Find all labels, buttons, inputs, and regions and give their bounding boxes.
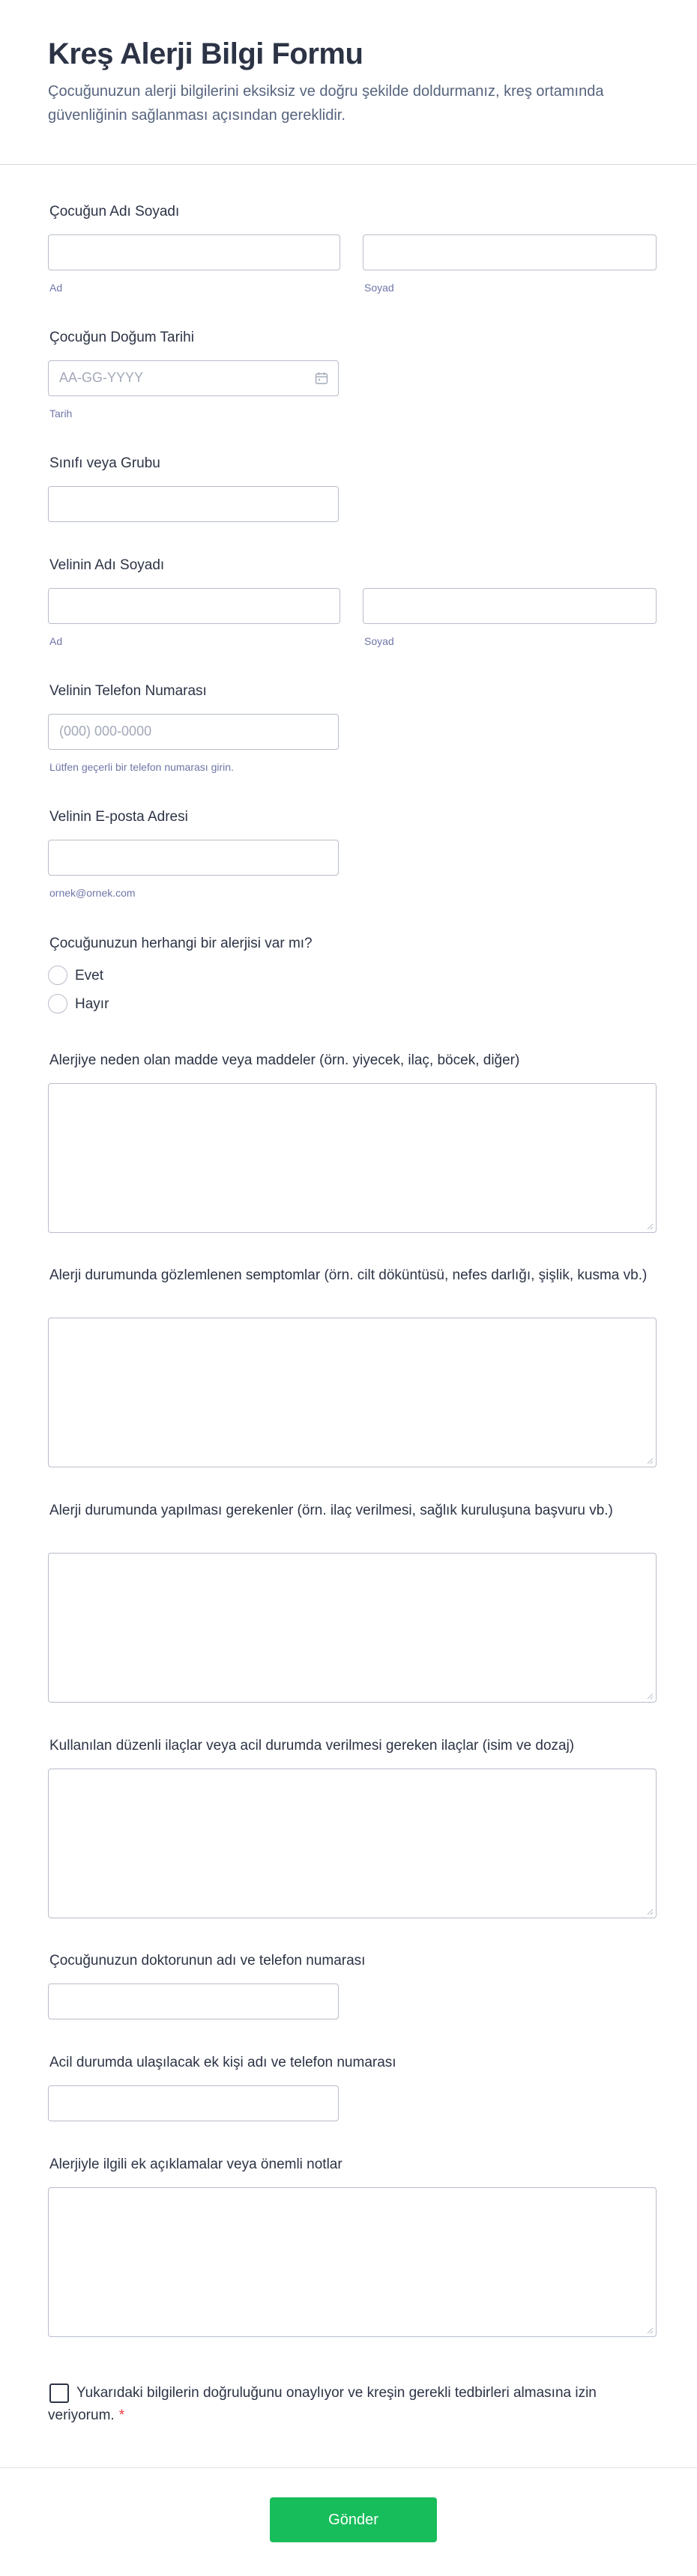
parent-phone-label: Velinin Telefon Numarası [49, 683, 207, 699]
parent-email-sublabel: ornek@ornek.com [49, 887, 136, 899]
actions-textarea[interactable] [48, 1553, 657, 1703]
symptoms-label: Alerji durumunda gözlemlenen semptomlar (örn. cilt döküntüsü, nefes darlığı, şişlik, kusma vb.) [49, 1267, 648, 1283]
class-group-label: Sınıfı veya Grubu [49, 455, 160, 471]
radio-hayir-label[interactable]: Hayır [75, 996, 109, 1012]
actions-label: Alerji durumunda yapılması gerekenler (örn. ilaç verilmesi, sağlık kuruluşuna başvuru vb.) [49, 1503, 613, 1518]
child-first-name-sublabel: Ad [49, 282, 63, 294]
calendar-icon[interactable] [314, 371, 329, 386]
child-last-name-input[interactable] [363, 234, 657, 270]
notes-textarea[interactable] [48, 2187, 657, 2337]
parent-name-label: Velinin Adı Soyadı [49, 557, 165, 573]
submit-button[interactable]: Gönder [270, 2497, 437, 2542]
allergens-label: Alerjiye neden olan madde veya maddeler (örn. yiyecek, ilaç, böcek, diğer) [49, 1052, 520, 1068]
child-first-name-input[interactable] [48, 234, 340, 270]
parent-first-name-input[interactable] [48, 588, 340, 624]
resize-handle-icon[interactable] [646, 1692, 654, 1700]
parent-phone-input[interactable] [48, 714, 339, 750]
parent-last-name-sublabel: Soyad [364, 635, 394, 647]
parent-phone-sublabel: Lütfen geçerli bir telefon numarası girin. [49, 761, 234, 773]
emergency-contact-label: Acil durumda ulaşılacak ek kişi adı ve telefon numarası [49, 2055, 396, 2070]
symptoms-textarea[interactable] [48, 1318, 657, 1467]
parent-phone-placeholder: (000) 000-0000 [59, 724, 152, 739]
radio-hayir[interactable] [48, 994, 67, 1013]
doctor-input[interactable] [48, 1983, 339, 2019]
allergens-textarea[interactable] [48, 1083, 657, 1233]
parent-email-input[interactable] [48, 840, 339, 876]
consent-checkbox[interactable] [49, 2383, 69, 2403]
form-header [0, 0, 697, 165]
notes-label: Alerjiyle ilgili ek açıklamalar veya önemli notlar [49, 2157, 343, 2172]
child-dob-input[interactable] [48, 360, 339, 396]
radio-evet[interactable] [48, 966, 67, 985]
emergency-contact-input[interactable] [48, 2085, 339, 2121]
consent-label [48, 2382, 625, 2427]
doctor-label: Çocuğunuzun doktorunun adı ve telefon numarası [49, 1953, 366, 1969]
consent-text[interactable]: Yukarıdaki bilgilerin doğruluğunu onaylıyor ve kreşin gerekli tedbirleri almasına izin veriyorum. [48, 2385, 597, 2423]
parent-first-name-sublabel: Ad [49, 635, 63, 647]
parent-last-name-input[interactable] [363, 588, 657, 624]
child-dob-placeholder: AA-GG-YYYY [59, 370, 144, 385]
parent-email-label: Velinin E-posta Adresi [49, 809, 188, 825]
radio-evet-label[interactable]: Evet [75, 968, 104, 984]
resize-handle-icon[interactable] [646, 1908, 654, 1915]
page-title: Kreş Alerji Bilgi Formu [48, 37, 363, 70]
child-last-name-sublabel: Soyad [364, 282, 394, 294]
required-mark: * [118, 2407, 125, 2423]
child-dob-sublabel: Tarih [49, 407, 73, 419]
page-subtitle: Çocuğunuzun alerji bilgilerini eksiksiz ve doğru şekilde doldurmanız, kreş ortamında güvenliğinin sağlanması açısından gereklidir. [48, 83, 604, 124]
child-dob-label: Çocuğun Doğum Tarihi [49, 330, 194, 345]
resize-handle-icon[interactable] [646, 1457, 654, 1464]
footer-divider [0, 2467, 697, 2468]
medications-textarea[interactable] [48, 1769, 657, 1918]
class-group-input[interactable] [48, 486, 339, 522]
resize-handle-icon[interactable] [646, 2327, 654, 2334]
child-name-label: Çocuğun Adı Soyadı [49, 204, 180, 219]
medications-label: Kullanılan düzenli ilaçlar veya acil durumda verilmesi gereken ilaçlar (isim ve dozaj) [49, 1738, 575, 1754]
has-allergy-label: Çocuğunuzun herhangi bir alerjisi var mı? [49, 936, 313, 951]
resize-handle-icon[interactable] [646, 1222, 654, 1230]
